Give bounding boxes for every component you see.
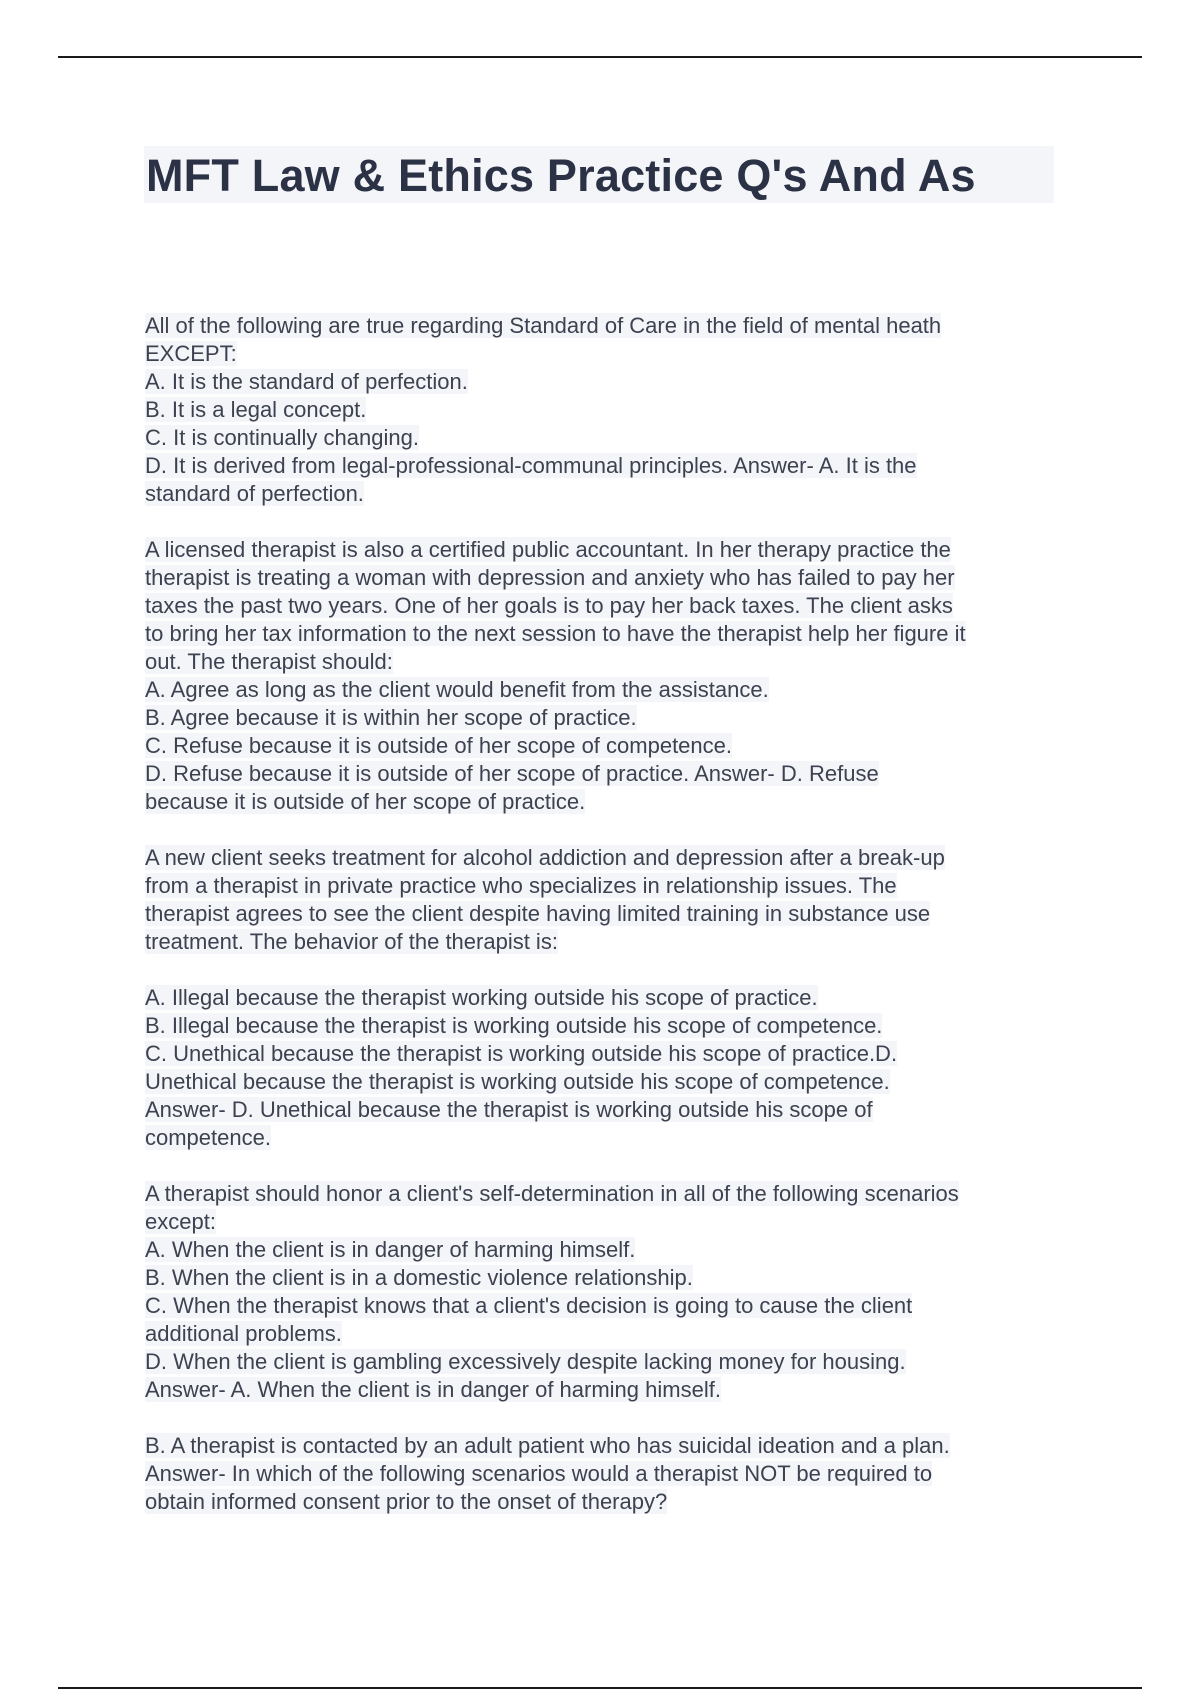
option-line: Unethical because the therapist is working outside his scope of competence. [145,1069,890,1094]
qa-block [145,1180,1065,1404]
top-rule [58,56,1142,58]
option-line: additional problems. [145,1321,342,1346]
option-line: B. It is a legal concept. [145,397,367,422]
answer-line: Answer- A. When the client is in danger of harming himself. [145,1377,721,1402]
text-line: A therapist should honor a client's self-determination in all of the following scenarios [145,1181,959,1206]
answer-line: because it is outside of her scope of practice. [145,789,586,814]
option-line: A. It is the standard of perfection. [145,369,468,394]
blank-line [145,956,1065,984]
option-line: C. When the therapist knows that a client's decision is going to cause the client [145,1293,913,1318]
text-line: out. The therapist should: [145,649,393,674]
option-line: B. Agree because it is within her scope of practice. [145,705,637,730]
qa-block [145,312,1065,508]
answer-line: Answer- D. Unethical because the therapist is working outside his scope of [145,1097,873,1122]
option-line: A. When the client is in danger of harming himself. [145,1237,636,1262]
text-line: B. A therapist is contacted by an adult patient who has suicidal ideation and a plan. [145,1433,950,1458]
text-line: except: [145,1209,216,1234]
text-line: to bring her tax information to the next session to have the therapist help her figure it [145,621,966,646]
document-title: MFT Law & Ethics Practice Q's And As [146,150,976,201]
title-block [144,146,1054,203]
option-line: A. Illegal because the therapist working outside his scope of practice. [145,985,818,1010]
qa-block [145,536,1065,816]
text-line: taxes the past two years. One of her goals is to pay her back taxes. The client asks [145,593,953,618]
text-line: therapist is treating a woman with depression and anxiety who has failed to pay her [145,565,955,590]
qa-content [145,312,1065,1544]
text-line: therapist agrees to see the client despite having limited training in substance use [145,901,931,926]
qa-block [145,1432,1065,1516]
text-line: A licensed therapist is also a certified public accountant. In her therapy practice the [145,537,951,562]
option-line: A. Agree as long as the client would benefit from the assistance. [145,677,769,702]
answer-line: standard of perfection. [145,481,364,506]
answer-line: Answer- In which of the following scenarios would a therapist NOT be required to [145,1461,933,1486]
answer-line: D. It is derived from legal-professional-communal principles. Answer- A. It is the [145,453,917,478]
answer-line: obtain informed consent prior to the onset of therapy? [145,1489,668,1514]
text-line: treatment. The behavior of the therapist is: [145,929,558,954]
option-line: C. Refuse because it is outside of her scope of competence. [145,733,732,758]
text-line: A new client seeks treatment for alcohol addiction and depression after a break-up [145,845,945,870]
answer-line: D. Refuse because it is outside of her scope of practice. Answer- D. Refuse [145,761,879,786]
text-line: from a therapist in private practice who specializes in relationship issues. The [145,873,897,898]
text-line: All of the following are true regarding Standard of Care in the field of mental heath [145,313,942,338]
option-line: D. When the client is gambling excessively despite lacking money for housing. [145,1349,906,1374]
answer-line: competence. [145,1125,271,1150]
option-line: B. When the client is in a domestic violence relationship. [145,1265,693,1290]
qa-block [145,844,1065,1152]
option-line: C. Unethical because the therapist is working outside his scope of practice.D. [145,1041,898,1066]
bottom-rule [58,1687,1142,1689]
option-line: C. It is continually changing. [145,425,419,450]
option-line: B. Illegal because the therapist is working outside his scope of competence. [145,1013,883,1038]
text-line: EXCEPT: [145,341,237,366]
